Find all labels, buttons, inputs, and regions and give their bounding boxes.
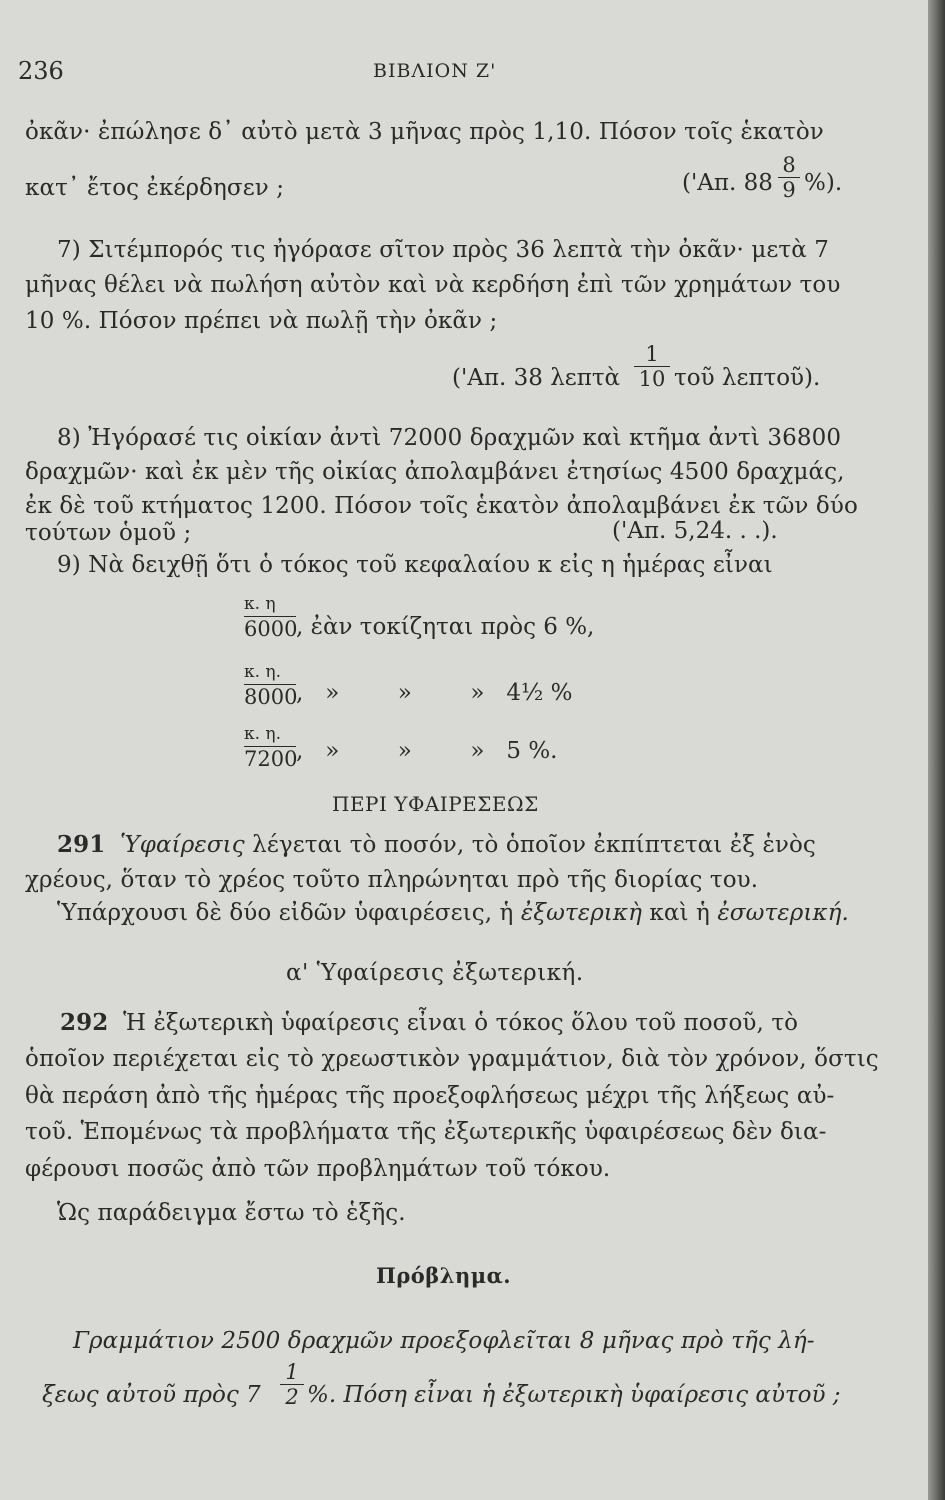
p9-formula-text: , ἐὰν τοκίζηται πρὸς 6 %, [296,614,595,640]
term-hyphairesis: Ὑφαίρεσις [120,832,245,858]
problem-line2-suffix: %. Πόση εἶναι ἡ ἐξωτερικὴ ὑφαίρεσις αὐτοῦ ; [307,1382,841,1408]
p7-answer-fraction [634,342,670,391]
p9-formula-numerator: κ. η. [244,724,282,744]
p7-line3: 10 %. Πόσον πρέπει νὰ πωλῇ τὴν ὀκᾶν ; [25,308,498,334]
p9-formula-denominator: 6000 [244,617,298,641]
p9-formula-fraction [244,590,296,641]
p292-line1 [60,1008,945,1038]
paragraph-number: 291 [57,831,106,858]
p6-answer-numerator: 8 [782,153,796,177]
p8-line3: ἐκ δὲ τοῦ κτήματος 1200. Πόσον τοῖς ἑκατὸν ἀπολαμβάνει ἐκ τῶν δύο [25,493,858,519]
p7-answer-suffix: τοῦ λεπτοῦ). [674,365,821,391]
p6-line2: κατ᾽ ἔτος ἐκέρδησεν ; [25,175,285,201]
p7-answer-prefix: ('Απ. 38 λεπτὰ [452,365,621,391]
page-number: 236 [18,57,64,85]
running-title: ΒΙΒΛΙΟΝ Ζ' [373,60,497,82]
p291-line1-rest: λέγεται τὸ ποσόν, τὸ ὁποῖον ἐκπίπτεται ἐξ ἑνὸς [252,832,816,858]
p8-line4: τούτων ὁμοῦ ; [25,520,192,546]
book-spine-shadow [928,0,945,1500]
term-internal: ἐσωτερική. [717,900,849,926]
p9-formula-denominator: 7200 [244,747,298,771]
p7-answer-denominator: 10 [638,367,666,391]
p291-line2: χρέους, ὅταν τὸ χρέος τοῦτο πληρώνηται πρὸ τῆς διορίας του. [25,867,759,893]
term-external: ἐξωτερικὴ [520,900,642,926]
p6-answer-prefix: ('Απ. 88 [682,170,773,196]
p9-formula-numerator: κ. η [244,594,276,614]
problem-line1: Γραμμάτιον 2500 δραχμῶν προεξοφλεῖται 8 μῆνας πρὸ τῆς λή- [73,1328,815,1354]
p9-formula-fraction [244,658,296,709]
p9-formula-text: , » » » 4½ % [296,680,573,706]
p292-line5: φέρουσι ποσῶς ἀπὸ τῶν προβλημάτων τοῦ τόκου. [25,1156,611,1182]
problem-title: Πρόβλημα. [376,1263,512,1288]
p292-line3: θὰ περάση ἀπὸ τῆς ἡμέρας τῆς προεξοφλήσεως μέχρι τῆς λήξεως αὐ- [25,1083,835,1109]
problem-fraction [280,1360,304,1409]
p9-line1: 9) Νὰ δειχθῇ ὅτι ὁ τόκος τοῦ κεφαλαίου κ εἰς η ἡμέρας εἶναι [57,552,773,578]
p8-line2: δραχμῶν· καὶ ἐκ μὲν τῆς οἰκίας ἀπολαμβάνει ἐτησίως 4500 δραχμάς, [25,459,845,485]
p291-line1 [57,830,945,860]
subheading: α' Ὑφαίρεσις ἐξωτερική. [286,960,584,986]
problem-line2-prefix: ξεως αὐτοῦ πρὸς 7 [42,1382,261,1408]
p9-formula-numerator: κ. η. [244,662,282,682]
p9-formula-denominator: 8000 [244,685,298,709]
problem-denominator: 2 [285,1385,299,1409]
p291-line3 [57,898,945,928]
p292-line4: τοῦ. Ἑπομένως τὰ προβλήματα τῆς ἐξωτερικῆς ὑφαιρέσεως δὲν δια- [25,1119,827,1145]
p292-line1-rest: Ἡ ἐξωτερικὴ ὑφαίρεσις εἶναι ὁ τόκος ὅλου τοῦ ποσοῦ, τὸ [123,1010,799,1036]
p292-line2: ὁποῖον περιέχεται εἰς τὸ χρεωστικὸν γραμμάτιον, διὰ τὸν χρόνον, ὅστις [25,1046,879,1072]
p7-line1: 7) Σιτέμπορός τις ἠγόρασε σῖτον πρὸς 36 λεπτὰ τὴν ὀκᾶν· μετὰ 7 [57,237,830,263]
p291-line3-mid: καὶ ἡ [649,900,710,926]
p6-line1: ὀκᾶν· ἐπώλησε δ᾽ αὐτὸ μετὰ 3 μῆνας πρὸς 1,10. Πόσον τοῖς ἑκατὸν [25,119,824,145]
p6-answer-fraction [778,153,800,202]
p9-formula-fraction [244,720,296,771]
p291-line3-pre: Ὑπάρχουσι δὲ δύο εἰδῶν ὑφαιρέσεις, ἡ [57,900,514,926]
p7-answer-numerator: 1 [645,342,659,366]
paragraph-number: 292 [60,1009,109,1036]
p292-line6: Ὡς παράδειγμα ἔστω τὸ ἑξῆς. [57,1200,406,1226]
p8-answer: ('Απ. 5,24. . .). [612,518,778,544]
problem-numerator: 1 [285,1360,299,1384]
section-heading: ΠΕΡΙ ΥΦΑΙΡΕΣΕΩΣ [332,792,539,816]
p6-answer-denominator: 9 [782,178,796,202]
p7-line2: μῆνας θέλει νὰ πωλήση αὐτὸν καὶ νὰ κερδήση ἐπὶ τῶν χρημάτων του [25,272,841,298]
p9-formula-text: , » » » 5 %. [296,738,558,764]
p8-line1: 8) Ἠγόρασέ τις οἰκίαν ἀντὶ 72000 δραχμῶν καὶ κτῆμα ἀντὶ 36800 [57,425,842,451]
p6-answer-suffix: %). [804,170,843,196]
